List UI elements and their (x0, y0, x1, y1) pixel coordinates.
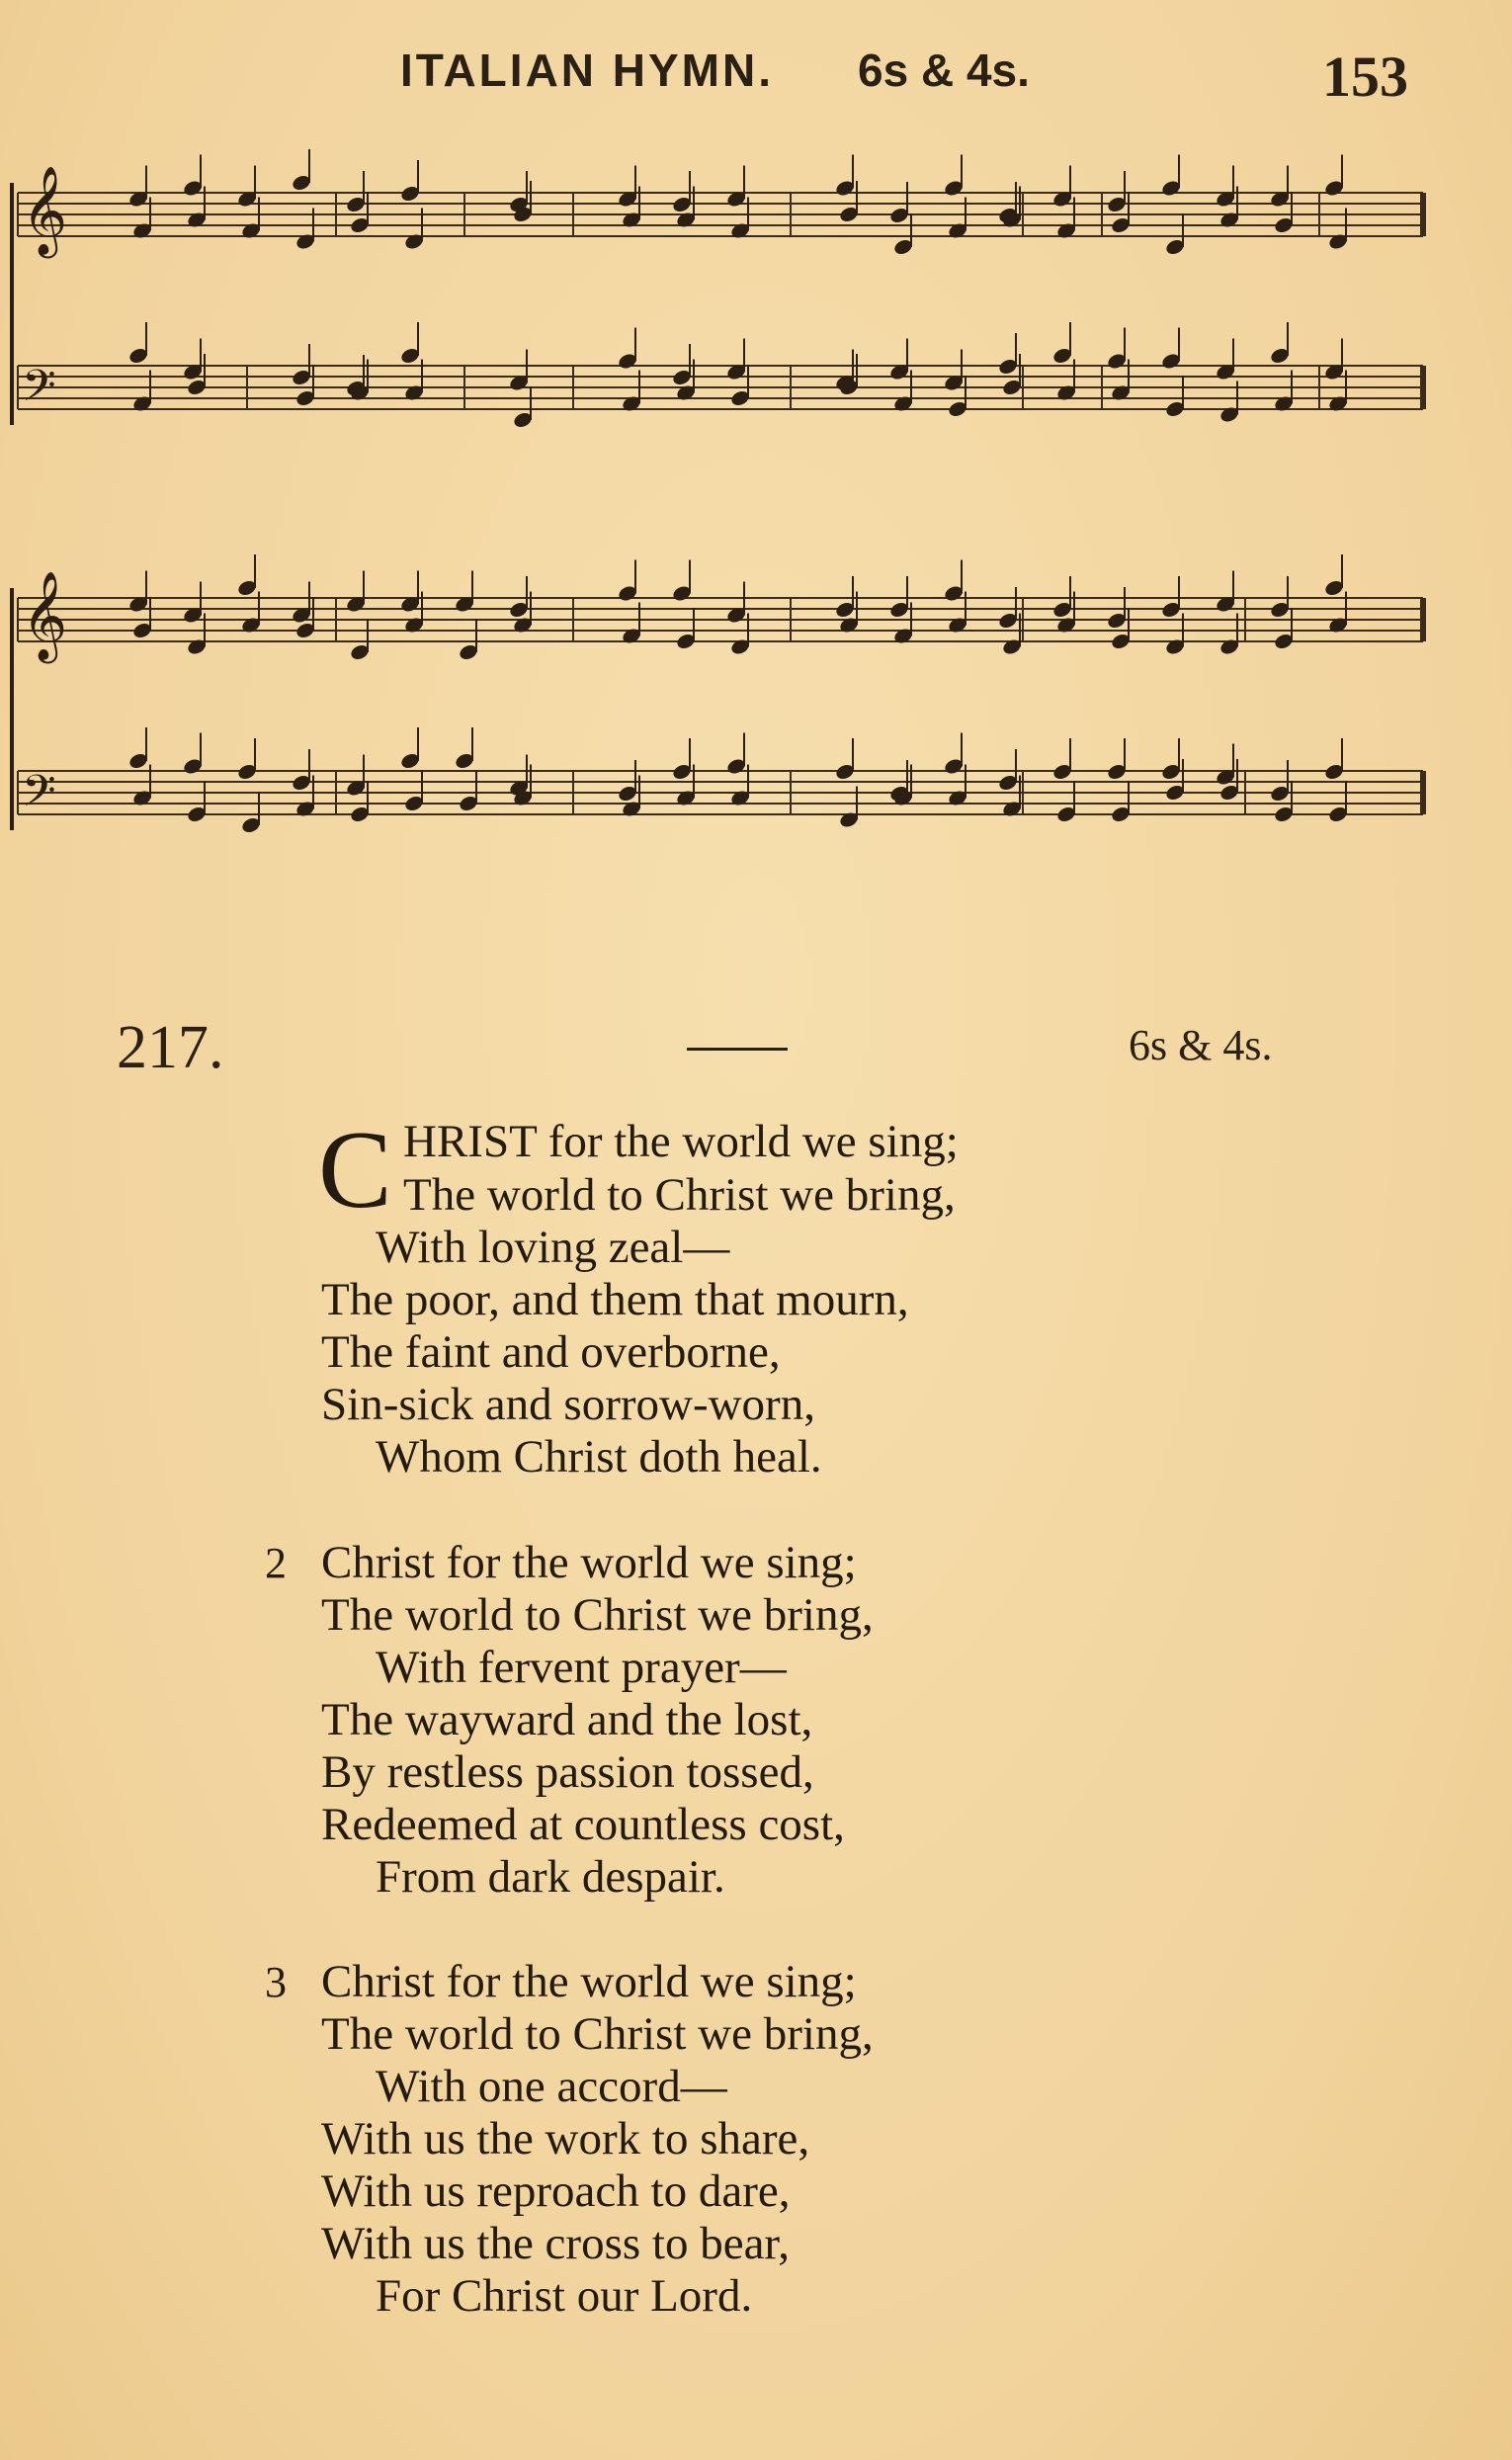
stanza-2-line-1: Christ for the world we sing; (321, 1537, 857, 1588)
stanza-1-line-7: Whom Christ doth heal. (376, 1431, 822, 1483)
stanza-3-line-2: The world to Christ we bring, (321, 2008, 874, 2060)
hymn-number: 217. (117, 1014, 224, 1081)
stanza-2-line-6: Redeemed at countless cost, (321, 1799, 845, 1850)
stanza-2-line-5: By restless passion tossed, (321, 1746, 814, 1798)
stanza-3-line-4: With us the work to share, (321, 2113, 810, 2164)
treble-clef-icon: 𝄞 (22, 166, 68, 255)
stanza-1-line-2: The world to Christ we bring, (403, 1169, 956, 1221)
stanza-2-line-4: The wayward and the lost, (321, 1694, 813, 1745)
stanza-3-line-3: With one accord— (376, 2061, 727, 2112)
stanza-1-line-6: Sin-sick and sorrow-worn, (321, 1379, 815, 1430)
stanza-3-line-1: Christ for the world we sing; (321, 1956, 857, 2007)
stanza-2-line-2: The world to Christ we bring, (321, 1589, 874, 1641)
stanza-3-line-5: With us reproach to dare, (321, 2165, 791, 2217)
stanza-1-line-5: The faint and overborne, (321, 1326, 781, 1378)
stanza-3-line-6: With us the cross to bear, (321, 2218, 790, 2269)
bass-clef-icon: 𝄢 (22, 360, 56, 422)
tune-meter: 6s & 4s. (858, 44, 1030, 96)
treble-clef-icon: 𝄞 (22, 571, 68, 660)
stanza-1-line-1: HRIST for the world we sing; (403, 1116, 959, 1167)
stanza-2-number: 2 (265, 1539, 287, 1587)
stanza-2-line-7: From dark despair. (376, 1851, 725, 1903)
stanza-2-line-3: With fervent prayer— (376, 1642, 787, 1693)
drop-cap: C (318, 1109, 392, 1231)
title-dash (687, 1048, 788, 1051)
stanza-1-line-3: With loving zeal— (376, 1222, 730, 1273)
music-score (0, 138, 1512, 959)
bass-clef-icon: 𝄢 (22, 765, 56, 827)
hymn-meter: 6s & 4s. (1129, 1021, 1273, 1069)
stanza-1-line-4: The poor, and them that mourn, (321, 1274, 909, 1325)
hymn-tune-title: ITALIAN HYMN. (400, 44, 775, 96)
page-number: 153 (1322, 44, 1408, 109)
stanza-3-number: 3 (265, 1958, 287, 2006)
stanza-3-line-7: For Christ our Lord. (376, 2270, 753, 2322)
